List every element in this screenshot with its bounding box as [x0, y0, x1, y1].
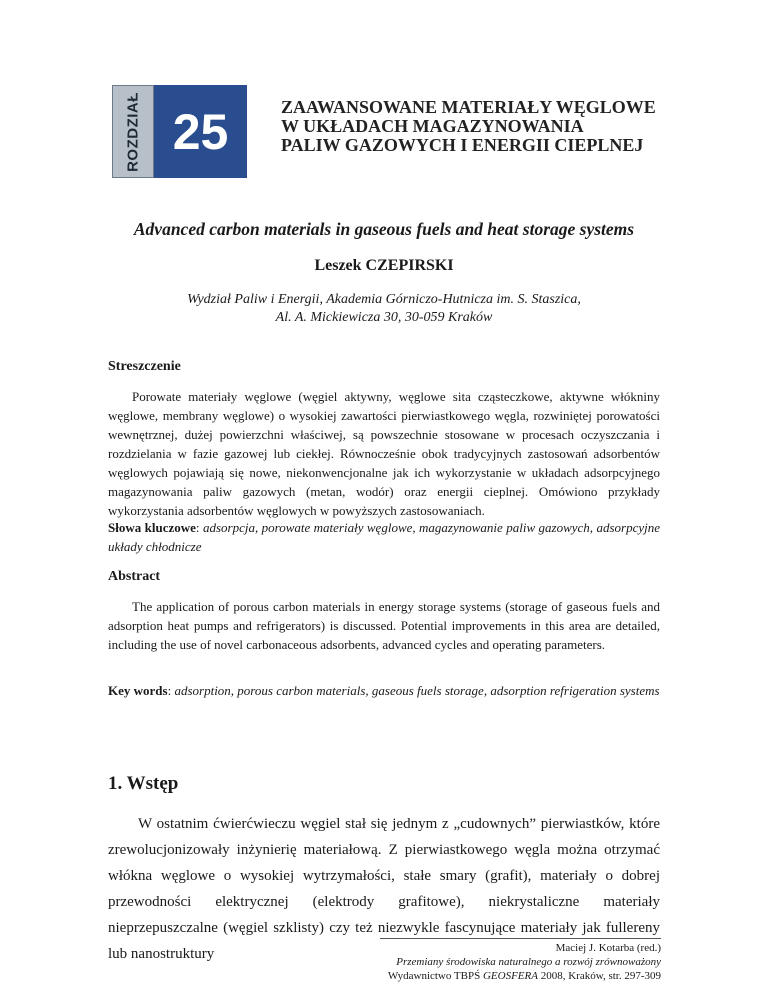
affiliation-line-2: Al. A. Mickiewicza 30, 30-059 Kraków	[275, 310, 493, 325]
footer	[388, 941, 661, 983]
key-words-label: Key words	[108, 683, 168, 698]
footer-editor: Maciej J. Kotarba (red.)	[555, 942, 661, 954]
streszczenie-heading: Streszczenie	[108, 359, 181, 374]
footer-publisher	[388, 969, 661, 983]
chapter-title-line-1: ZAAWANSOWANE MATERIAŁY WĘGLOWE	[281, 97, 656, 117]
slowa-kluczowe-text: adsorpcja, porowate materiały węglowe, magazynowanie paliw gazowych, adsorpcyjne układy chłodnicze	[108, 520, 661, 554]
footer-book-title: Przemiany środowiska naturalnego a rozwój zrównoważony	[396, 956, 661, 968]
abstract-heading: Abstract	[108, 569, 161, 584]
footer-publisher-name: GEOSFERA	[482, 970, 538, 982]
footer-rule	[380, 938, 661, 939]
slowa-kluczowe-label: Słowa kluczowe	[108, 520, 196, 535]
key-words-text: adsorption, porous carbon materials, gaseous fuels storage, adsorption refrigeration systems	[174, 683, 660, 698]
streszczenie-text: Porowate materiały węglowe (węgiel aktywny, węglowe sita cząsteczkowe, aktywne włókniny węglowe, membrany węglowe) o wysokiej zawartości pierwiastkowego węgla, rozwiniętej porowatości wewnętrznej, dużej powierzchni właściwej, są powszechnie stosowane w procesach oczyszczania i rozdzielania w fazie gazowej lub ciekłej. Równocześnie obok tradycyjnych zastosowań adsorbentów węglowych pojawiają się nowe, niekonwencjonalne jak ich wykorzystanie w układach adsorpcyjnego magazynowania paliw gazowych (metan, wodór) oraz energii cieplnej. Omówiono przykłady wykorzystania adsorbentów węglowych w powyższych zastosowaniach.	[108, 389, 660, 518]
section-heading: 1. Wstęp	[108, 773, 179, 794]
author: Leszek CZEPIRSKI	[314, 257, 454, 274]
abstract-text: The application of porous carbon materials in energy storage systems (storage of gaseous fuels and adsorption heat pumps and refrigerators) is discussed. Potential improvements in this area are detailed, including the use of novel carbonaceous adsorbents, advanced cycles and operating parameters.	[108, 599, 660, 652]
english-title: Advanced carbon materials in gaseous fuels and heat storage systems	[133, 219, 635, 239]
affiliation	[0, 291, 768, 327]
chapter-label-tab	[112, 85, 154, 178]
footer-publisher-suffix: 2008, Kraków, str. 297-309	[537, 970, 661, 982]
chapter-label: ROZDZIAŁ	[124, 91, 142, 172]
chapter-number: 25	[154, 85, 247, 178]
chapter-title	[281, 98, 721, 155]
footer-publisher-prefix: Wydawnictwo TBPŚ	[387, 970, 483, 982]
chapter-title-line-3: PALIW GAZOWYCH I ENERGII CIEPLNEJ	[281, 135, 644, 155]
slowa-kluczowe: Słowa kluczowe: adsorpcja, porowate materiały węglowe, magazynowanie paliw gazowych, adsorpcyjne układy chłodnicze	[108, 520, 661, 554]
affiliation-line-1: Wydział Paliw i Energii, Akademia Górniczo-Hutnicza im. S. Staszica,	[187, 292, 581, 307]
section-body-text: W ostatnim ćwierćwieczu węgiel stał się jednym z „cudownych” pierwiastków, które zrewolucjonizowały inżynierię materiałową. Z pierwiastkowego węgla można otrzymać włókna węglowe o wysokiej wytrzymałości, stałe smary (grafit), materiały o dobrej przewodności elektrycznej (elektrody grafitowe), niekrystaliczne materiały nieprzepuszczalne (węgiel szklisty) czy też niezwykle fascynujące materiały jak fullereny lub nanostruktury	[108, 816, 660, 962]
chapter-title-line-2: W UKŁADACH MAGAZYNOWANIA	[281, 116, 584, 136]
key-words: Key words: adsorption, porous carbon materials, gaseous fuels storage, adsorption refrigeration systems	[108, 683, 660, 698]
